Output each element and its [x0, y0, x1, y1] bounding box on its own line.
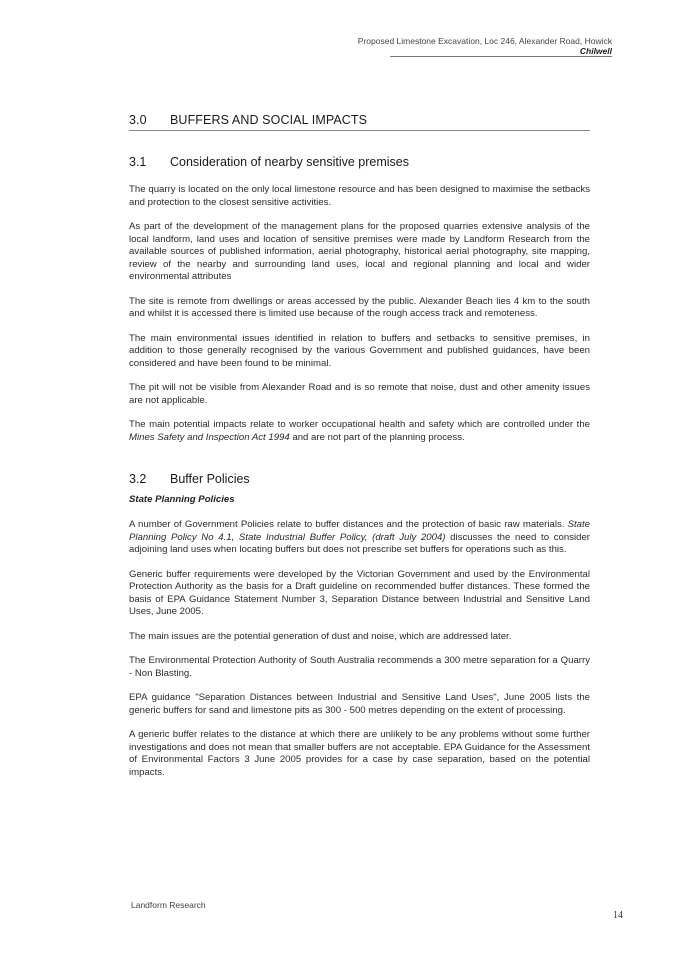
- paragraph-text: discusses the need to consider adjoining land uses when locating buffers but does not prescribe set buffers for operations such as this.: [129, 531, 590, 555]
- subsection-title-text: Consideration of nearby sensitive premises: [170, 155, 410, 169]
- paragraph-text: and are not part of the planning process.: [289, 431, 465, 443]
- header-client: Chilwell: [579, 46, 612, 56]
- act-citation: Mines Safety and Inspection Act 1994: [129, 431, 290, 443]
- paragraph-text: A number of Government Policies relate to buffer distances and the protection of basic raw materials.: [129, 519, 568, 530]
- header-rule: [390, 56, 612, 57]
- section-title: [129, 113, 590, 131]
- page-number: 14: [613, 910, 623, 921]
- subsection-title-3-1: [129, 155, 590, 169]
- paragraph: The pit will not be visible from Alexander Road and is so remote that noise, dust and other amenity issues are not applicable.: [129, 382, 590, 406]
- paragraph: [129, 419, 590, 444]
- paragraph: The Environmental Protection Authority of South Australia recommends a 300 metre separation for a Quarry - Non Blasting.: [129, 655, 590, 679]
- paragraph: As part of the development of the management plans for the proposed quarries extensive analysis of the local landform, land uses and location of sensitive premises were made by Landform Research from the available sources of published information, aerial photography, historical aerial photography, site mapping, review of the nearby and surrounding land uses, local and regional planning and local and wider environmental attributes: [129, 221, 590, 282]
- paragraph: The site is remote from dwellings or areas accessed by the public. Alexander Beach lies 4 km to the south and whilst it is accessed there is limited use because of the rough access track and remoteness.: [129, 295, 590, 319]
- paragraph: EPA guidance "Separation Distances between Industrial and Sensitive Land Uses", June 2005 lists the generic buffers for sand and limestone pits as 300 - 500 metres depending on the extent of processing.: [129, 692, 590, 716]
- policy-heading: State Planning Policies: [129, 494, 235, 505]
- subsection-number: 3.1: [129, 155, 147, 169]
- paragraph: The quarry is located on the only local limestone resource and has been designed to maximise the setbacks and protection to the closest sensitive activities.: [129, 184, 590, 208]
- paragraph: The main environmental issues identified in relation to buffers and setbacks to sensitive premises, in addition to those generally recognised by the various Government and published guidances, have been considered and have been found to be minimal.: [129, 332, 590, 369]
- subsection-title-text: Buffer Policies: [170, 472, 250, 486]
- header-title: Proposed Limestone Excavation, Loc 246, Alexander Road, Howick: [357, 36, 612, 46]
- subsection-title-3-2: [129, 472, 590, 486]
- paragraph-text: The main potential impacts relate to worker occupational health and safety which are controlled under the: [129, 419, 590, 430]
- policy-citation: State Planning Policy No 4.1, State Industrial Buffer Policy, (draft July 2004): [129, 519, 590, 543]
- page-content: [129, 113, 590, 791]
- subsection-number: 3.2: [129, 472, 147, 486]
- footer-author: Landform Research: [131, 900, 206, 910]
- section-title-text: BUFFERS AND SOCIAL IMPACTS: [170, 113, 368, 127]
- paragraph: The main issues are the potential generation of dust and noise, which are addressed later.: [129, 630, 512, 642]
- section-number: 3.0: [129, 113, 147, 127]
- paragraph: A generic buffer relates to the distance at which there are unlikely to be any problems without some further investigations and does not mean that smaller buffers are not acceptable. EPA Guidance for the Assessment of Environmental Factors 3 June 2005 provides for a case by case separation, based on the potential impacts.: [129, 729, 590, 778]
- paragraph: Generic buffer requirements were developed by the Victorian Government and used by the Environmental Protection Authority as the basis for a Draft guideline on recommended buffer distances. These formed the basis of EPA Guidance Statement Number 3, Separation Distance between Industrial and Sensitive Land Uses, June 2005.: [129, 568, 590, 617]
- paragraph: [129, 519, 590, 557]
